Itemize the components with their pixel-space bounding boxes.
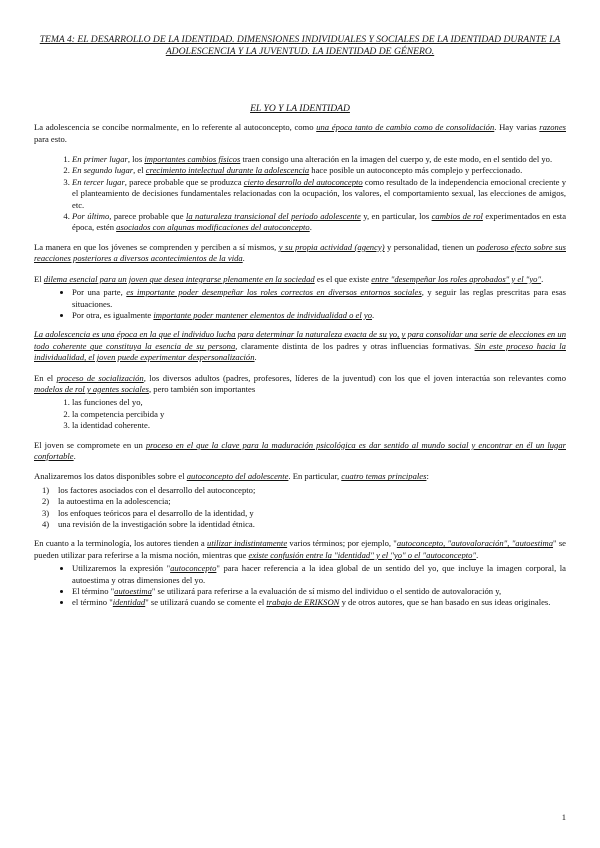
list-item: • el término "identidad" se utilizará cuando se comente el trabajo de ERIKSON y de otros autores, que se han basado en sus ideas originales. xyxy=(72,597,566,608)
list-item: 1. las funciones del yo, xyxy=(72,397,566,408)
list-item: 2. En segundo lugar, el crecimiento intelectual durante la adolescencia hace posible un autoconcepto más complejo y perfeccionado. xyxy=(72,165,566,176)
paragraph: Analizaremos los datos disponibles sobre el autoconcepto del adolescente. En particular, cuatro temas principales: xyxy=(34,471,429,482)
paragraph: El dilema esencial para un joven que desea integrarse plenamente en la sociedad es el que existe entre "desempeñar los roles aprobados" y el "yo". xyxy=(34,273,544,284)
intro-paragraph: La adolescencia se concibe normalmente, en lo referente al autoconcepto, como una época tanto de cambio como de consolidación. Hay varias razones para esto. xyxy=(34,122,567,144)
list-item: 1) los factores asociados con el desarrollo del autoconcepto; xyxy=(42,484,256,495)
list-item: 2. la competencia percibida y xyxy=(72,409,566,420)
list-item: • Por una parte, es importante poder desempeñar los roles correctos en diversos entornos sociales, y seguir las reglas prescritas para esas situaciones. xyxy=(72,287,566,310)
list-item: 4) una revisión de la investigación sobre la identidad étnica. xyxy=(42,519,255,529)
paragraph: La manera en que los jóvenes se comprenden y perciben a sí mismos, y su propia actividad (agency) y personalidad, tienen un poderoso efecto sobre sus reacciones posteriores a diversos acontecimientos de la vida. xyxy=(34,241,566,264)
paragraph: En cuanto a la terminología, los autores tienden a utilizar indistintamente varios términos; por ejemplo, "autoconcepto, "autovaloración", "autoestima" se pueden utilizar para referirse a la misma noción, mientras que existe confusión entre la "identidad" y el "yo" o el "autoconcepto". xyxy=(34,538,566,560)
list-item: • Por otra, es igualmente importante poder mantener elementos de individualidad o el yo. xyxy=(72,310,566,321)
list-item: 2) la autoestima en la adolescencia; xyxy=(42,496,171,507)
paragraph: La adolescencia es una época en la que el individuo lucha para determinar la naturaleza exacta de su yo, y para consolidar una serie de elecciones en un todo coherente que constituya la esencia de su persona, claramente distinta de los padres y otras influencias formativas. Sin este proceso hacia la individualidad, el joven puede experimentar despersonalización. xyxy=(34,329,566,363)
list-item: 3) los enfoques teóricos para el desarrollo de la identidad, y xyxy=(42,507,254,518)
list-item: 1. En primer lugar, los importantes cambios físicos traen consigo una alteración en la imagen del cuerpo y, de este modo, en el sentido del yo. xyxy=(72,154,566,165)
paragraph: En el proceso de socialización, los diversos adultos (padres, profesores, líderes de la juventud) con los que el joven interactúa son relevantes como modelos de rol y agentes sociales, pero también son importantes xyxy=(34,372,567,394)
list-item: • El término "autoestima" se utilizará para referirse a la evaluación de sí mismo del individuo o el sentido de autovaloración y, xyxy=(72,586,566,597)
section-heading: EL YO Y LA IDENTIDAD xyxy=(250,102,350,114)
reasons-list xyxy=(34,154,566,234)
page-number: 1 xyxy=(561,812,566,822)
list-item: 4. Por último, parece probable que la naturaleza transicional del periodo adolescente y, en particular, los cambios de rol experimentados en esta época, estén asociados con algunas modificaciones del autoconcepto. xyxy=(72,211,566,234)
paragraph: El joven se compromete en un proceso en el que la clave para la maduración psicológica es dar sentido al mundo social y encontrar en él un lugar confortable. xyxy=(34,439,566,461)
document-title: TEMA 4: EL DESARROLLO DE LA IDENTIDAD. DIMENSIONES INDIVIDUALES Y SOCIALES DE LA IDENTIDAD DURANTE LA ADOLESCENCIA Y LA JUVENTUD. LA IDENTIDAD DE GÉNERO. xyxy=(39,34,561,58)
list-item: 3. En tercer lugar, parece probable que se produzca cierto desarrollo del autoconcepto como resultado de la independencia emocional creciente y el planteamiento de decisiones fundamentales relacionadas con la ocupación, los valores, el comportamiento sexual, las elecciones de amigos, etc. xyxy=(72,177,566,211)
list-item: • Utilizaremos la expresión "autoconcepto" para hacer referencia a la idea global de un sentido del yo, que incluye la imagen corporal, la autoestima y otras dimensiones del yo. xyxy=(72,563,566,586)
topics-list xyxy=(34,485,566,531)
document-page xyxy=(34,34,566,617)
self-functions-list xyxy=(34,397,566,431)
list-item: 3. la identidad coherente. xyxy=(72,420,566,431)
dilemma-list xyxy=(34,287,566,321)
terminology-list xyxy=(34,563,566,609)
